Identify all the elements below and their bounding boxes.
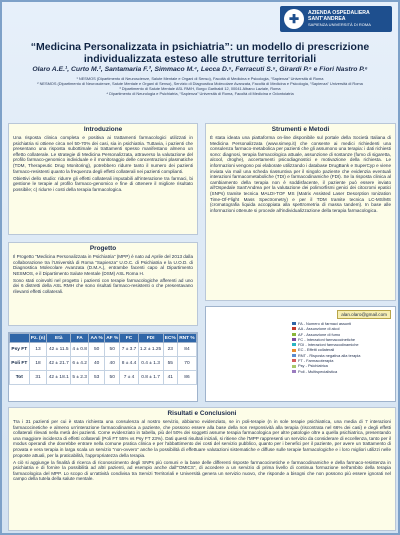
column-header: Età (47, 334, 71, 343)
table-cell: 0.4 ± 1.3 (138, 357, 163, 371)
table-row (10, 357, 197, 371)
legend-label: AF - Assunzione di fumo (298, 331, 341, 337)
logo-line-2: SANT'ANDREA (308, 16, 346, 22)
table-cell: 18 (29, 357, 47, 371)
legend-label: Psy - Psichiatrica (298, 363, 328, 369)
results-section (8, 407, 396, 531)
table-cell: 50 (105, 371, 120, 385)
legend-label: FDI - Interazioni farmacodinamiche (298, 342, 359, 348)
legend-label: Poli - Multispecialistica (298, 368, 338, 374)
column-header: AA % (90, 335, 103, 341)
table-cell: 40 (89, 357, 105, 371)
legend-swatch (292, 365, 296, 368)
legend-swatch (292, 333, 296, 336)
legend-item (292, 369, 360, 374)
table-cell: 41 (163, 371, 177, 385)
table-cell: 31 (29, 371, 47, 385)
contact-email[interactable]: alan.olaro@gmail.com (337, 310, 391, 319)
legend-swatch (292, 349, 296, 352)
legend-label: FT - Farmacoterapia (298, 358, 334, 364)
column-header: FA (71, 334, 89, 343)
section-text: Sono stati coinvolti nel progetto i pazienti con terapie farmacologiche afferenti ad uno dei 6 distretti della ASL RMH che sono risultati farmaco-resistenti o che presentavano rilevanti effetti collaterali. (13, 277, 193, 295)
table-cell: 86 (177, 371, 196, 385)
logo-line-1: AZIENDA OSPEDALIERA (308, 10, 370, 16)
legend-label: FC - Interazioni farmacocinetiche (298, 336, 356, 342)
legend-swatch (292, 327, 296, 330)
affiliation: ¹ NESMOS (Dipartimento di Neuroscienze, Salute Mentale e Organi di Senso), Facoltà di Medicina e Psicologia, “Sapienza” Università di Roma (76, 76, 324, 81)
table-cell: 0.8 ± 1.7 (138, 371, 163, 385)
table-cell: 42 ± 11.5 (47, 343, 71, 357)
row-label: Poli FT (10, 357, 30, 371)
affiliations (12, 76, 388, 96)
table-cell: 1.2 ± 1.25 (138, 343, 163, 357)
table-cell: 8 ± 4.4 (120, 357, 138, 371)
table-cell: 53 (89, 371, 105, 385)
column-header: Pz. (n) (30, 335, 46, 341)
table-cell: 7 ± 3.7 (120, 343, 138, 357)
legend-label: EC - Effetti collaterali (298, 347, 335, 353)
table-cell: 40 (105, 357, 120, 371)
table-cell: 7 ± 4 (120, 371, 138, 385)
column-header: AF % (106, 335, 119, 341)
affiliation: ² NESMOS (Dipartimento di Neuroscienze, Salute Mentale e Organi di Senso), Servizio di Diagnostica Molecolare Avanzata, Facoltà di Medicina e Psicologia, “Sapienza” Università di Roma (37, 81, 363, 87)
legend-panel (205, 306, 396, 402)
logo-line-3: SAPIENZA UNIVERSITÀ DI ROMA (308, 22, 371, 27)
table-cell: 42 ± 21.7 (47, 357, 71, 371)
legend-swatch (292, 343, 296, 346)
legend-label: RNT - Risposta negativa alla terapia (298, 352, 361, 358)
legend (292, 321, 360, 374)
table-cell: 23 (163, 343, 177, 357)
table-cell: 50 (105, 343, 120, 357)
table-cell: 6 ± 4.2 (71, 357, 89, 371)
affiliation: ³ Dipartimento di Salute Mentale ASL RM/H, Borgo Garibaldi 12, 00041 Albano Laziale, Roma (119, 86, 281, 92)
legend-swatch (292, 338, 296, 341)
legend-swatch (292, 370, 296, 373)
table-cell: 70 (177, 357, 196, 371)
column-header: EC% (164, 335, 176, 341)
table-header-row (10, 334, 197, 343)
section-heading: Introduzione (83, 126, 123, 133)
section-heading: Risultati e Conclusioni (167, 410, 237, 417)
column-header: FDI (138, 334, 163, 343)
section-heading: Progetto (89, 245, 117, 252)
methods-section (205, 123, 396, 301)
legend-swatch (292, 322, 296, 325)
section-text: Una risposta clinica completa e positiva ai trattamenti farmacologici utilizzati in psichiatria si ottiene circa nel 50-70% dei casi, sia in psichiatria. Tuttavia, i pazienti che presentano una risposta subottimale ai trattamenti spesso manifestano almeno un effetto collaterale. Le strategie di Medicina Personalizzata, attraverso la valutazione del profilo farmaco-genomico individuale e il monitoraggio delle concentrazioni plasmatiche (TDM, Therapeutic Drug Monitoring), potrebbero ridurre tanto il numero dei pazienti farmaco-resistenti quanto la frequenza degli effetti collaterali nei pazienti complianti. (13, 135, 193, 174)
affiliation: ⁴ Dipartimento di Neurologia e Psichiatria, “Sapienza” Università di Roma, Facoltà di Medicina e Odontoiatria (106, 91, 294, 97)
column-header: FC (120, 334, 138, 343)
hospital-logo (280, 6, 392, 32)
results-table (8, 332, 198, 402)
table-row (10, 371, 197, 385)
introduction-section (8, 123, 198, 235)
column-header: RNT % (179, 335, 195, 341)
legend-swatch (292, 354, 296, 357)
section-text: È stata ideata una piattaforma on-line disponibile sul portale della Società Italiana di Medicina Personalizzata (www.simep.it) che consente ai medici richiedenti una consulenza farmaco-metabolica per pazienti che gli assumono una terapia: i dati richiesti sono: diagnosi, terapia farmacologica attuale, assunzione di sostanze (fumo di sigaretta, alcool, droghe), accertamenti psicodiagnostici e motivazione della richiesta. Le informazioni vengono poi elaborate utilizzando i database DrugBank e SuperCyp e viene inviata via mail una scheda riassuntiva per il singolo paziente che evidenzia eventuali interazioni farmacometaboliche (TDI) e farmacodinamiche (FDI). Se la risposta clinica al cambiamento della terapia non è soddisfacente, il paziente può essere inviato all'Ospedale Sant'Andrea per la valutazione dei polimorfismi genici dei citocromi epatici (SNPs) tramite tecnica MALDI-TOF MS (Matrix Assisted Laser Desorption Ionization Time-Of-Flight Mass Spectrometry) e per il TDM tramite tecnica LC-MS/MS (cromatografia liquida accoppiata alla spettrometria di massa tandem). In base alle informazioni ottenute si procede all'individualizzazione della terapia farmacologica. (210, 135, 391, 213)
table-cell: 4 ± 0.8 (71, 343, 89, 357)
table-cell: 84 (177, 343, 196, 357)
legend-label: AA - Assunzione di alcol (298, 326, 340, 332)
table-cell: 55 (163, 357, 177, 371)
poster-title: “Medicina Personalizzata in psichiatria”: un modello di prescrizione individualizzata esteso alle strutture territoriali (30, 41, 370, 65)
table-row (10, 343, 197, 357)
author-list: Olaro A.E.¹, Curto M.², Santamaria F.³, Simmaco M.⁴, Lecca D.⁵, Ferracuti S.⁵, Girardi P.⁶ e Fiori Nastro P.⁶ (32, 66, 368, 73)
section-text: Obiettivi dello studio: ridurre gli effetti collaterali imputabili all'interazione tra farmaci, bi gestione le terapie al profilo farmaco-genomico e fine di ottenere il migliore risultato possibile; c) ridurre i costi della terapia farmacologica. (13, 175, 193, 192)
section-text: A ciò si aggiunge la finalità di ricerca di riconoscimento degli SNPs più comuni e la base delle differenti risposte farmacocinetiche e farmacodinamiche e della farmaco-resistenza in psichiatria e di fornire la possibilità ad altri pazienti, ad esempio anche dall'“OMICS”, di accedere a un servizio di prima livello di continua formazione nell'ambito della terapia farmacologica del MPP. Lo scopo di un'attività condivisa tra Servizi Territoriali e Università genera un servizio nuovo, che risponde a bisogni che non possono più essere ignorati nel campo della tutela della salute mentale. (13, 459, 391, 482)
column-header (10, 334, 30, 343)
legend-swatch (292, 359, 296, 362)
legend-label: FA - Numero di farmaci assunti (298, 321, 352, 326)
table-cell: 13 (29, 343, 47, 357)
row-label: Tot (10, 371, 30, 385)
section-text: Tra i 31 pazienti per cui è stata richiesta una consulenza al nostro servizio, abbiamo evidenziato, se in poli-terapie (n in sole terapie psichiatrica, una media di 7 interazioni farmacocinetiche e almeno un'interazione farmacodinamica a paziente, che possono essere alla base della non responsività alla terapia (riscontrata nel 66% dei casi) e degli effetti collaterali rilevati nella metà dei pazienti. Come evidenziato in tabella, più del 50% dei soggetti assume terapia farmacologica per altre patologie oltre a quella psichiatrica, presentando una maggiore incidenza di effetti collaterali (Poli FT 55% vs Psy FT 23%). Dati questi risultati iniziali, si ritiene che l'MPP rappresenti un servizio da considerare di eccellenza, tanto per il modus operandi che dovrebbe entrare nella comune pratica clinica e per l'abbattimento dei costi del servizio pubblico, quanto per i benefici per il paziente, per avere un trattamento di provata e vera terapia in larga scala un servizio “non-ovvero” anche la possibilità di effettuare valutazioni sistematiche e diffuse sulle terapie farmacologiche e i loro migliori utilizzi nelle proposte attuali, per la praticabilità, l'appropriatezza della terapia. (13, 419, 391, 458)
section-heading: Strumenti e Metodi (271, 126, 330, 133)
table-cell: 5 ± 2.3 (71, 371, 89, 385)
hospital-emblem-icon: ✚ (284, 9, 304, 29)
section-text: Il Progetto “Medicina Personalizzata in Psichiatria” (MPP) è nato ad Aprile del 2013 dalla collaborazione tra l'Università di Roma “Sapienza” U.O.C. di Psichiatria e la U.O.D. di Diagnostica Molecolare Avanzata (D.M.A.), entrambe facenti capo al Dipartimento NESMOS, e il Dipartimento Salute Mentale (DSM) ASL Roma H. (13, 254, 193, 276)
table-cell: 42 ± 18.1 (47, 371, 71, 385)
table-cell: 50 (89, 343, 105, 357)
project-section (8, 242, 198, 326)
row-label: Psy FT (10, 343, 30, 357)
